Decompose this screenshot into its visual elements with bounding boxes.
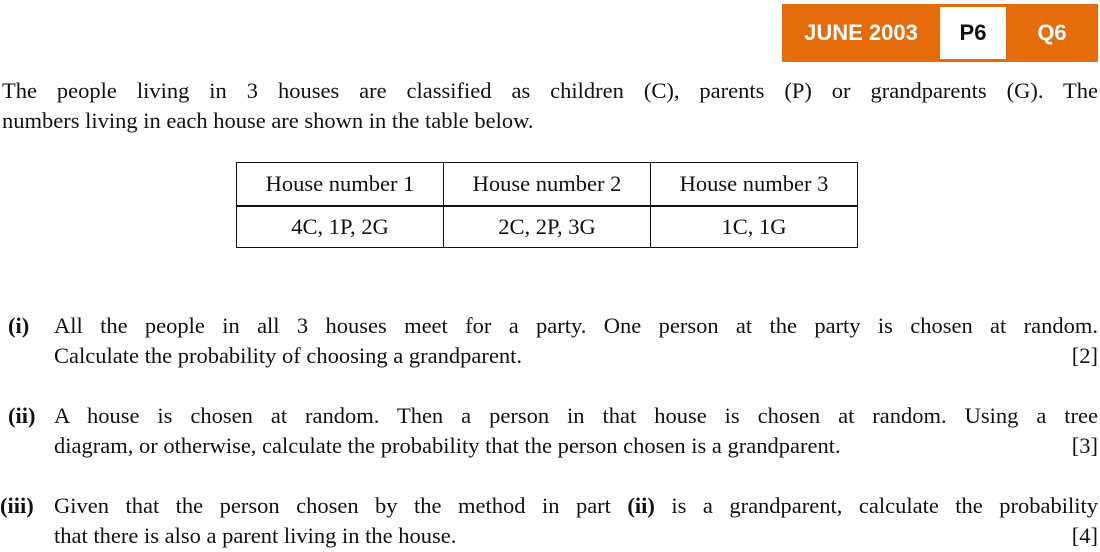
- intro-line-2: numbers living in each house are shown in the table below.: [2, 108, 534, 133]
- value-house-3: 1C, 1G: [651, 206, 858, 248]
- part-iii-line-1-b: is a grandparent, calculate the probability: [654, 493, 1098, 518]
- exam-date: JUNE 2003: [804, 20, 918, 45]
- part-iii-line-2: that there is also a parent living in the house.: [54, 523, 457, 548]
- paper-number: P6: [940, 7, 1006, 59]
- part-ii-number: (ii): [8, 403, 36, 428]
- header-house-3: House number 3: [651, 163, 858, 207]
- part-ii-marks: [3]: [1071, 433, 1098, 458]
- part-i-line-2: Calculate the probability of choosing a grandparent.: [54, 343, 522, 368]
- part-ii-line-1: A house is chosen at random. Then a person in that house is chosen at random. Using a tree: [54, 403, 1098, 428]
- part-iii-number: (iii): [0, 493, 34, 518]
- part-iii-line-1-a: Given that the person chosen by the method in part: [54, 493, 628, 518]
- part-i-line-1: All the people in all 3 houses meet for a party. One person at the party is chosen at random.: [54, 313, 1098, 338]
- header-house-1: House number 1: [237, 163, 444, 207]
- question-intro: [2, 76, 1098, 136]
- houses-table: [236, 162, 858, 248]
- part-ii-line-2: diagram, or otherwise, calculate the probability that the person chosen is a grandparent.: [54, 433, 841, 458]
- question-badge: [782, 4, 1098, 62]
- value-house-2: 2C, 2P, 3G: [444, 206, 651, 248]
- table-header-row: [237, 163, 858, 207]
- table-values-row: [237, 206, 858, 248]
- part-iii-marks: [4]: [1071, 523, 1098, 548]
- part-i-marks: [2]: [1071, 343, 1098, 368]
- question-number: Q6: [1037, 20, 1067, 45]
- value-house-1: 4C, 1P, 2G: [237, 206, 444, 248]
- intro-line-1: The people living in 3 houses are classified as children (C), parents (P) or grandparents (G). The: [2, 78, 1098, 103]
- part-ref: (ii): [627, 493, 655, 518]
- header-house-2: House number 2: [444, 163, 651, 207]
- part-i-number: (i): [8, 313, 30, 338]
- part-iii-line-1: [54, 491, 1098, 521]
